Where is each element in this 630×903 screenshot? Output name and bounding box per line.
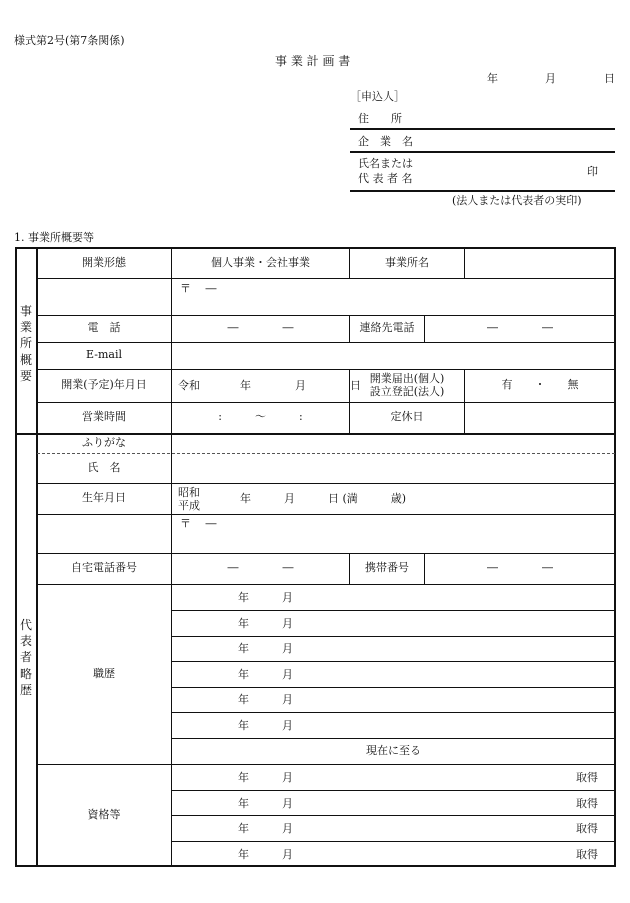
seal-note: (法人または代表者の実印) [452, 194, 582, 207]
career-row[interactable]: 年 月 [238, 591, 293, 604]
company-label: 企 業 名 [358, 135, 413, 148]
opening-form-label: 開業形態 [82, 255, 126, 269]
era-reiwa: 令和 [178, 379, 200, 392]
name-label-line2: 代 表 者 名 [358, 172, 413, 185]
company-line[interactable] [350, 151, 615, 153]
era-heisei: 平成 [178, 499, 200, 512]
furigana-label: ふりがな [82, 436, 126, 450]
name-label-line1: 氏名または [358, 157, 413, 170]
applicant-heading: ［申込人］ [350, 90, 405, 103]
rep-name-field[interactable] [172, 454, 615, 483]
date-year-label: 年 [487, 72, 498, 85]
home-phone-label: 自宅電話番号 [71, 561, 137, 575]
date-day-label: 日 [604, 72, 615, 85]
address-label: 住 所 [358, 112, 402, 125]
filing-label [350, 369, 464, 402]
rep-address-field[interactable] [172, 515, 615, 553]
current-status: 現在に至る [366, 744, 421, 758]
contact-phone-label: 連絡先電話 [359, 321, 415, 335]
acquired-label: 取得 [576, 797, 598, 810]
opening-date-field[interactable]: 年 月 日 [240, 379, 361, 392]
email-label: E-mail [86, 348, 122, 362]
career-label: 職歴 [93, 666, 115, 680]
opening-date-label: 開業(予定)年月日 [61, 378, 147, 392]
phone-field[interactable]: ― ― [227, 321, 294, 335]
acquired-label: 取得 [576, 848, 598, 861]
form-number: 様式第2号(第7条関係) [14, 34, 125, 47]
holiday-label: 定休日 [390, 410, 424, 424]
office-address-field[interactable] [172, 279, 615, 315]
qualification-row[interactable]: 年 月 [238, 771, 293, 784]
filing-yes-no[interactable]: 有 ・ 無 [501, 378, 579, 392]
acquired-label: 取得 [576, 771, 598, 784]
home-phone-field[interactable]: ― ― [227, 561, 294, 575]
name-line[interactable] [350, 190, 615, 192]
hours-field[interactable]: : 〜 : [218, 410, 303, 424]
qualification-label: 資格等 [87, 808, 121, 822]
office-name-field[interactable] [465, 248, 615, 278]
mobile-label: 携帯番号 [365, 561, 409, 575]
holiday-field[interactable] [465, 402, 615, 433]
career-row[interactable]: 年 月 [238, 617, 293, 630]
hours-label: 営業時間 [82, 410, 126, 424]
opening-form-choice[interactable]: 個人事業・会社事業 [211, 255, 310, 269]
furigana-field[interactable] [172, 434, 615, 453]
office-name-label: 事業所名 [385, 255, 429, 269]
rep-name-label: 氏 名 [87, 461, 121, 475]
contact-phone-field[interactable]: ― ― [487, 321, 553, 335]
birth-date-label: 生年月日 [82, 491, 126, 505]
career-row[interactable]: 年 月 [238, 642, 293, 655]
birth-date-field[interactable]: 年 月 日 (満 歳) [240, 492, 407, 505]
qualification-row[interactable]: 年 月 [238, 822, 293, 835]
mobile-field[interactable]: ― ― [487, 561, 553, 575]
filing-label-line1: 開業届出(個人) [369, 371, 445, 385]
filing-label-line2: 設立登記(法人) [369, 384, 445, 398]
career-row[interactable]: 年 月 [238, 719, 293, 732]
seal-mark: 印 [587, 165, 598, 178]
career-row[interactable]: 年 月 [238, 693, 293, 706]
email-field[interactable] [172, 342, 615, 369]
rep-postal-mark: 〒 ― [180, 517, 217, 530]
section2-side-label: 代 表 者 略 歴 [19, 618, 32, 697]
section1-side-label: 事 業 所 概 要 [19, 304, 32, 383]
qualification-row[interactable]: 年 月 [238, 848, 293, 861]
section1-heading: 1. 事業所概要等 [14, 231, 94, 244]
phone-label: 電 話 [87, 321, 121, 335]
date-month-label: 月 [545, 72, 556, 85]
office-postal-mark: 〒 ― [180, 282, 217, 295]
address-line[interactable] [350, 128, 615, 130]
acquired-label: 取得 [576, 822, 598, 835]
page-title: 事 業 計 画 書 [275, 54, 351, 68]
era-showa: 昭和 [178, 486, 200, 499]
career-row[interactable]: 年 月 [238, 668, 293, 681]
qualification-row[interactable]: 年 月 [238, 797, 293, 810]
